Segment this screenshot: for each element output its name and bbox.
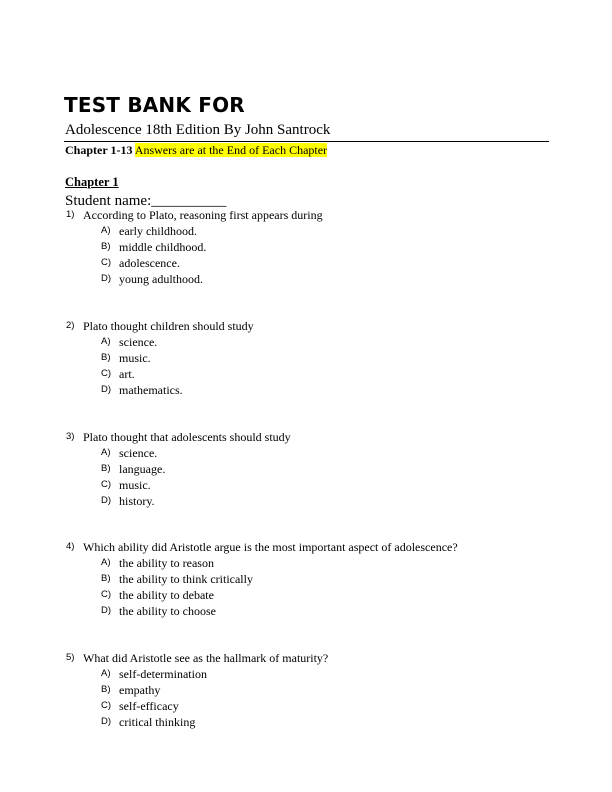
option-text: early childhood. [119, 224, 197, 238]
option-letter: A) [101, 668, 111, 679]
option-letter: C) [101, 368, 112, 379]
option-letter: B) [101, 573, 111, 584]
answer-option [66, 714, 566, 730]
question-text: According to Plato, reasoning first appears during [83, 208, 323, 222]
option-letter: C) [101, 479, 112, 490]
option-text: the ability to choose [119, 604, 216, 618]
question-text: Plato thought that adolescents should study [83, 430, 291, 444]
option-text: art. [119, 367, 135, 381]
answer-option [66, 223, 566, 239]
option-letter: C) [101, 257, 112, 268]
answer-option [66, 255, 566, 271]
answer-option [66, 477, 566, 493]
answer-option [66, 271, 566, 287]
option-letter: A) [101, 447, 111, 458]
question-number: 5) [66, 652, 75, 663]
option-text: self-efficacy [119, 699, 179, 713]
chapter-range: Chapter 1-13 [65, 143, 133, 157]
answer-option [66, 445, 566, 461]
option-text: the ability to debate [119, 588, 214, 602]
question-item [66, 429, 566, 509]
question-number: 2) [66, 320, 75, 331]
answer-option [66, 555, 566, 571]
answer-option [66, 366, 566, 382]
option-letter: C) [101, 589, 112, 600]
question-item [66, 650, 566, 730]
question-item [66, 318, 566, 398]
answer-option [66, 682, 566, 698]
question-line [66, 207, 566, 223]
option-letter: D) [101, 495, 112, 506]
chapter-range-line [65, 143, 327, 158]
option-text: language. [119, 462, 166, 476]
option-text: music. [119, 478, 151, 492]
option-letter: A) [101, 225, 111, 236]
option-text: the ability to reason [119, 556, 214, 570]
question-number: 1) [66, 209, 75, 220]
student-name-field: Student name:__________ [65, 193, 227, 209]
option-text: empathy [119, 683, 161, 697]
header-divider [64, 141, 549, 142]
option-letter: D) [101, 716, 112, 727]
document-subtitle: Adolescence 18th Edition By John Santrock [65, 122, 331, 138]
option-text: critical thinking [119, 715, 196, 729]
option-text: middle childhood. [119, 240, 207, 254]
question-text: Which ability did Aristotle argue is the most important aspect of adolescence? [83, 540, 458, 554]
option-text: young adulthood. [119, 272, 203, 286]
question-line [66, 650, 566, 666]
answer-option [66, 698, 566, 714]
option-text: self-determination [119, 667, 207, 681]
option-letter: D) [101, 605, 112, 616]
answer-option [66, 334, 566, 350]
option-letter: B) [101, 241, 111, 252]
option-letter: D) [101, 384, 112, 395]
answer-option [66, 666, 566, 682]
answer-option [66, 382, 566, 398]
option-text: adolescence. [119, 256, 180, 270]
option-letter: B) [101, 684, 111, 695]
question-line [66, 539, 566, 555]
option-letter: B) [101, 463, 111, 474]
option-text: music. [119, 351, 151, 365]
question-text: What did Aristotle see as the hallmark of maturity? [83, 651, 329, 665]
option-letter: A) [101, 557, 111, 568]
chapter-heading: Chapter 1 [65, 175, 119, 189]
question-line [66, 429, 566, 445]
option-letter: D) [101, 273, 112, 284]
option-text: the ability to think critically [119, 572, 253, 586]
answer-option [66, 603, 566, 619]
option-letter: B) [101, 352, 111, 363]
question-number: 4) [66, 541, 75, 552]
document-title: TEST BANK FOR [64, 93, 245, 117]
answer-option [66, 587, 566, 603]
answer-option [66, 493, 566, 509]
answer-option [66, 571, 566, 587]
answer-option [66, 239, 566, 255]
option-text: mathematics. [119, 383, 183, 397]
option-letter: A) [101, 336, 111, 347]
question-item [66, 539, 566, 619]
option-text: science. [119, 446, 158, 460]
question-number: 3) [66, 431, 75, 442]
answer-option [66, 461, 566, 477]
question-line [66, 318, 566, 334]
answers-note: Answers are at the End of Each Chapter [134, 143, 328, 157]
question-item [66, 207, 566, 287]
question-text: Plato thought children should study [83, 319, 254, 333]
option-letter: C) [101, 700, 112, 711]
answer-option [66, 350, 566, 366]
option-text: science. [119, 335, 158, 349]
option-text: history. [119, 494, 155, 508]
